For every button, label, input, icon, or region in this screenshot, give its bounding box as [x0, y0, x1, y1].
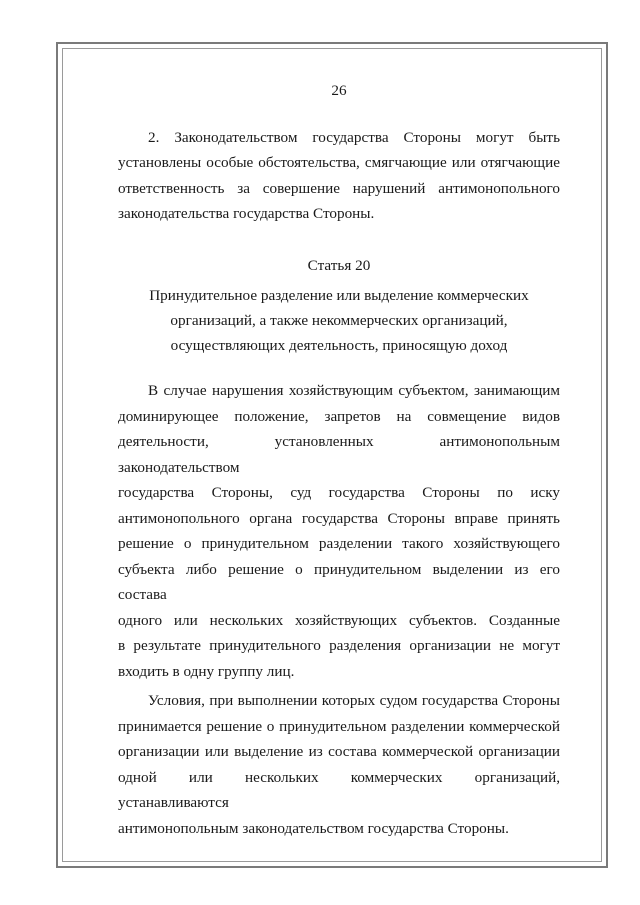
paragraph-2-line: деятельности, установленных антимонопольным законодательством — [118, 433, 560, 476]
paragraph-1-line: законодательства государства Стороны. — [118, 205, 375, 222]
article-heading-line: организаций, а также некоммерческих организаций, — [170, 312, 508, 329]
paragraph-1 — [118, 125, 560, 227]
paragraph-2-line: входить в одну группу лиц. — [118, 662, 295, 680]
article-heading — [118, 283, 560, 358]
article-title: Статья 20 — [307, 256, 371, 274]
paragraph-2-line: государства Стороны, суд государства Стороны по иску — [118, 484, 560, 501]
paragraph-3-line: одной или нескольких коммерческих организаций, устанавливаются — [118, 768, 560, 811]
document-body — [118, 78, 560, 841]
paragraph-2-line: решение о принудительном разделении такого хозяйствующего — [118, 535, 560, 552]
paragraph-2-line: одного или нескольких хозяйствующих субъектов. Созданные — [118, 611, 560, 629]
paragraph-1-line: 2. Законодательством государства Стороны могут быть — [148, 128, 560, 146]
paragraph-3-line: принимается решение о принудительном разделении коммерческой — [118, 717, 560, 735]
paragraph-3-line: Условия, при выполнении которых судом государства Стороны — [148, 692, 560, 709]
page-number: 26 — [331, 82, 347, 99]
paragraph-1-line: ответственность за совершение нарушений антимонопольного — [118, 179, 560, 197]
article-heading-line: осуществляющих деятельность, приносящую доход — [170, 337, 508, 354]
paragraph-3 — [118, 688, 560, 841]
paragraph-3-line: организации или выделение из состава коммерческой организации — [118, 743, 560, 760]
paragraph-1-line: установлены особые обстоятельства, смягчающие или отягчающие — [118, 154, 560, 171]
paragraph-2 — [118, 378, 560, 684]
paragraph-3-line: антимонопольным законодательством государства Стороны. — [118, 819, 509, 837]
article-heading-line: Принудительное разделение или выделение коммерческих — [149, 287, 529, 304]
paragraph-2-line: субъекта либо решение о принудительном выделении из его состава — [118, 560, 560, 603]
paragraph-2-line: в результате принудительного разделения организации не могут — [118, 637, 560, 654]
paragraph-2-line: антимонопольного органа государства Стороны вправе принять — [118, 509, 560, 527]
paragraph-2-line: В случае нарушения хозяйствующим субъектом, занимающим — [148, 382, 560, 399]
paragraph-2-line: доминирующее положение, запретов на совмещение видов — [118, 407, 560, 425]
